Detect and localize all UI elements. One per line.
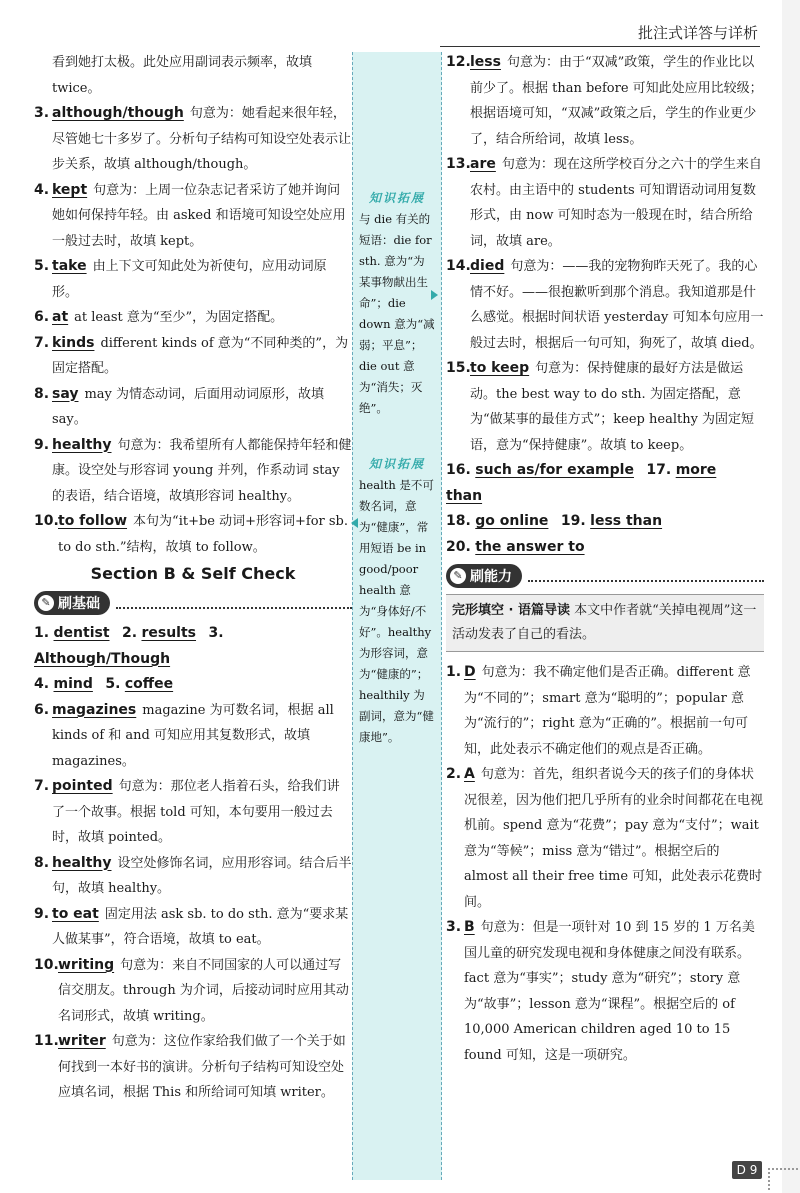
explanation: 句意为：由于“双减”政策，学生的作业比以前少了。根据 than before 可知此处应用比较级；根据语境可知，“双减”政策之后，学生的作业更少了，结合所给词，故填 less。 xyxy=(470,55,763,147)
answer-word: are xyxy=(470,156,496,172)
answer-item-7: 7. kinds different kinds of 意为“不同种类的”，为固定搭配。 xyxy=(34,334,349,376)
answer-row-1-3: 1. dentist 2. results 3. Although/Though xyxy=(34,625,224,667)
answer-item-b10: 10. writing 句意为：来自不同国家的人可以通过写信交朋友。through 为介词，后接动词时应用其动名词形式，故填 writing。 xyxy=(34,956,349,1024)
explanation: 设空处修饰名词，应用形容词。结合后半句，故填 healthy。 xyxy=(52,855,352,896)
answer-word: B xyxy=(464,919,475,935)
answer-word: healthy xyxy=(52,436,112,453)
answer-row-18-19: 18. go online 19. less than xyxy=(446,513,663,529)
answer-word: to eat xyxy=(52,905,99,922)
answer-word: kept xyxy=(52,181,88,198)
answer-item-b7: 7. pointed 句意为：那位老人指着石头，给我们讲了一个故事。根据 told 可知，本句要用一般过去时，故填 pointed。 xyxy=(34,778,340,845)
explanation: 句意为：首先，组织者说今天的孩子们的身体状况很差，因为他们把几乎所有的业余时间都花在电视机前。spend 意为“花费”；pay 意为“支付”；wait 意为“等候”；miss 意为“错过”。根据空后的 almost all their free time 可知，此处表示花费时间。 xyxy=(464,767,764,910)
badge-row-basic xyxy=(34,591,352,615)
answer-word: died xyxy=(470,258,505,274)
answer-item-4: 4. kept 句意为：上周一位杂志记者采访了她并询问她如何保持年轻。由 asked 和语境可知设空处应用一般过去时，故填 kept。 xyxy=(34,181,346,249)
answer-item-8: 8. say may 为情态动词，后面用动词原形，故填 say。 xyxy=(34,385,325,427)
answer-row-20: 20. the answer to xyxy=(446,538,585,555)
answer-word: to keep xyxy=(470,360,530,376)
explanation: 句意为：保持健康的最好方法是做运动。the best way to do sth. 为固定搭配，意为“做某事的最佳方式”；keep healthy 为固定短语，意为“保持健康”。故填 to keep。 xyxy=(470,361,755,453)
answer-item-10: 10. to follow 本句为“it+be 动词+形容词+for sb. to do sth.”结构，故填 to follow。 xyxy=(34,513,349,555)
explanation: 本句为“it+be 动词+形容词+for sb. to do sth.”结构，故填 to follow。 xyxy=(58,514,349,555)
arrow-left-icon xyxy=(351,518,358,528)
explanation: may 为情态动词，后面用动词原形，故填 say。 xyxy=(52,386,325,427)
explanation: 句意为：我希望所有人都能保持年轻和健康。设空处与形容词 young 并列，作系动词 stay 的表语，结合语境，故填形容词 healthy。 xyxy=(52,437,352,504)
badge-ability: ✎ 刷能力 xyxy=(446,564,522,588)
answer-word: at xyxy=(52,309,69,325)
explanation: magazine 为可数名词，根据 all kinds of 和 and 可知应用其复数形式，故填 magazines。 xyxy=(52,702,334,769)
answer-item-15: 15. to keep 句意为：保持健康的最好方法是做运动。the best way to do sth. 为固定搭配，意为“做某事的最佳方式”；keep healthy 为固定短语，意为“保持健康”。故填 to keep。 xyxy=(446,360,755,453)
answer-word: less xyxy=(470,54,501,70)
explanation: 句意为：我不确定他们是否正确。different 意为“不同的”；smart 意为“聪明的”；popular 意为“流行的”；right 意为“正确的”。根据前一句可知，此处表示不确定他们的观点是否正确。 xyxy=(464,665,751,757)
page-edge xyxy=(782,0,800,1193)
pencil-icon: ✎ xyxy=(450,568,466,584)
corner-dotted-mark xyxy=(768,1168,798,1190)
section-title: Section B & Self Check xyxy=(90,564,296,583)
answer-item-12: 12. less 句意为：由于“双减”政策，学生的作业比以前少了。根据 than before 可知此处应用比较级；根据语境可知，“双减”政策之后，学生的作业更少了，结合所给词，故填 less。 xyxy=(446,54,763,147)
answer-item-5: 5. take 由上下文可知此处为祈使句，应用动词原形。 xyxy=(34,258,327,300)
explanation: 句意为：这位作家给我们做了一个关于如何找到一本好书的演讲。分析句子结构可知设空处应填名词，根据 This 和所给词可知填 writer。 xyxy=(58,1034,346,1100)
answer-word: although/though xyxy=(52,105,184,121)
answer-word: D xyxy=(464,664,476,680)
guide-text: 本文中作者就“关掉电视周”这一活动发表了自己的看法。 xyxy=(452,603,757,642)
explanation: 固定用法 ask sb. to do sth. 意为“要求某人做某事”，符合语境，故填 to eat。 xyxy=(52,906,349,947)
explanation: at least 意为“至少”，为固定搭配。 xyxy=(74,310,284,325)
page-header xyxy=(0,0,800,48)
guide-label: 完形填空 · 语篇导读 xyxy=(452,603,570,618)
explanation: 句意为：她看起来很年轻，尽管她七十多岁了。分析句子结构可知设空处表示让步关系，故填 although/though。 xyxy=(52,106,352,172)
arrow-right-icon xyxy=(431,290,438,300)
note-title: 知识拓展 xyxy=(368,191,425,205)
answer-word: say xyxy=(52,385,79,402)
explanation: different kinds of 意为“不同种类的”，为固定搭配。 xyxy=(52,335,349,376)
explanation: 句意为：那位老人指着石头，给我们讲了一个故事。根据 told 可知，本句要用一般过去时，故填 pointed。 xyxy=(52,779,340,845)
notes-strip xyxy=(352,52,442,1180)
cloze-answer-2: 2. A 句意为：首先，组织者说今天的孩子们的身体状况很差，因为他们把几乎所有的业余时间都花在电视机前。spend 意为“花费”；pay 意为“支付”；wait 意为“等候”；miss 意为“错过”。根据空后的 almost all their free time 可知，此处表示花费时间。 xyxy=(446,766,764,910)
badge-basic: ✎ 刷基础 xyxy=(34,591,110,615)
answer-item-b9: 9. to eat 固定用法 ask sb. to do sth. 意为“要求某人做某事”，符合语境，故填 to eat。 xyxy=(34,905,349,947)
knowledge-note-1 xyxy=(359,188,435,419)
dotted-divider xyxy=(528,570,764,582)
answer-item-b8: 8. healthy 设空处修饰名词，应用形容词。结合后半句，故填 healthy。 xyxy=(34,854,352,896)
explanation: 句意为：现在这所学校百分之六十的学生来自农村。由主语中的 students 可知谓语动词用复数形式，由 now 可知时态为一般现在时，结合所给词，故填 are。 xyxy=(470,157,762,249)
answer-item-14: 14. died 句意为：——我的宠物狗昨天死了。我的心情不好。——很抱歉听到那个消息。我知道那是什么感觉。根据时间状语 yesterday 可知本句应用一般过去时，根据后一句可知，狗死了，故填 died。 xyxy=(446,258,764,351)
dotted-divider xyxy=(116,597,352,609)
answer-word: take xyxy=(52,258,87,274)
answer-word: kinds xyxy=(52,334,95,351)
page-number: D 9 xyxy=(732,1161,762,1179)
explanation: 句意为：但是一项针对 10 到 15 岁的 1 万名美国儿童的研究发现电视和身体健康之间没有联系。fact 意为“事实”；study 意为“研究”；story 意为“故事”；lesson 意为“课程”。根据空后的 of 10,000 American children aged 10 to 15 found 可知，这是一项研究。 xyxy=(464,920,755,1063)
explanation: 句意为：来自不同国家的人可以通过写信交朋友。through 为介词，后接动词时应用其动名词形式，故填 writing。 xyxy=(58,957,349,1024)
cloze-answer-1: 1. D 句意为：我不确定他们是否正确。different 意为“不同的”；smart 意为“聪明的”；popular 意为“流行的”；right 意为“正确的”。根据前一句可知，此处表示不确定他们的观点是否正确。 xyxy=(446,664,751,757)
explanation: 由上下文可知此处为祈使句，应用动词原形。 xyxy=(52,259,327,300)
badge-row-ability xyxy=(446,564,764,588)
answer-word: to follow xyxy=(58,513,128,529)
answer-word: writing xyxy=(58,956,115,973)
answer-item-6: 6. at at least 意为“至少”，为固定搭配。 xyxy=(34,309,284,325)
answer-word: writer xyxy=(58,1033,106,1049)
answer-word: pointed xyxy=(52,778,113,794)
answer-word: A xyxy=(464,766,475,782)
answer-item-3: 3. although/though 句意为：她看起来很年轻，尽管她七十多岁了。分析句子结构可知设空处表示让步关系，故填 although/though。 xyxy=(34,105,352,172)
answer-word: magazines xyxy=(52,701,137,718)
answer-item-9: 9. healthy 句意为：我希望所有人都能保持年轻和健康。设空处与形容词 young 并列，作系动词 stay 的表语，结合语境，故填形容词 healthy。 xyxy=(34,436,352,504)
header-rule xyxy=(440,46,760,47)
explanation: 句意为：——我的宠物狗昨天死了。我的心情不好。——很抱歉听到那个消息。我知道那是什么感觉。根据时间状语 yesterday 可知本句应用一般过去时，根据后一句可知，狗死了，故填 died。 xyxy=(470,259,764,351)
answer-item-b11: 11. writer 句意为：这位作家给我们做了一个关于如何找到一本好书的演讲。分析句子结构可知设空处应填名词，根据 This 和所给词可知填 writer。 xyxy=(34,1033,346,1100)
intro-text: 看到她打太极。此处应用副词表示频率，故填 twice。 xyxy=(52,55,313,96)
explanation: 句意为：上周一位杂志记者采访了她并询问她如何保持年轻。由 asked 和语境可知设空处应用一般过去时，故填 kept。 xyxy=(52,182,346,249)
pencil-icon: ✎ xyxy=(38,595,54,611)
note-title: 知识拓展 xyxy=(368,457,425,471)
answer-word: healthy xyxy=(52,854,112,871)
note-text: health 是不可数名词，意为“健康”，常用短语 be in good/poor health 意为“身体好/不好”。healthy 为形容词，意为“健康的”；healthily 为副词，意为“健康地”。 xyxy=(359,478,434,744)
right-column xyxy=(446,50,764,1068)
knowledge-note-2 xyxy=(359,454,435,748)
note-text: 与 die 有关的短语：die for sth. 意为“为某事物献出生命”；die down 意为“减弱；平息”；die out 意为“消失；灭绝”。 xyxy=(359,212,435,415)
answer-item-13: 13. are 句意为：现在这所学校百分之六十的学生来自农村。由主语中的 students 可知谓语动词用复数形式，由 now 可知时态为一般现在时，结合所给词，故填 are。 xyxy=(446,156,762,249)
cloze-answer-3: 3. B 句意为：但是一项针对 10 到 15 岁的 1 万名美国儿童的研究发现电视和身体健康之间没有联系。fact 意为“事实”；study 意为“研究”；story 意为“故事”；lesson 意为“课程”。根据空后的 of 10,000 American children aged 10 to 15 found 可知，这是一项研究。 xyxy=(446,919,755,1063)
reading-guide xyxy=(446,594,764,652)
left-column xyxy=(34,50,352,1106)
answer-row-16-17: 16. such as/for example 17. more than xyxy=(446,462,717,504)
answer-item-b6: 6. magazines magazine 为可数名词，根据 all kinds of 和 and 可知应用其复数形式，故填 magazines。 xyxy=(34,701,334,769)
header-title: 批注式详答与详析 xyxy=(637,24,758,42)
answer-row-4-5: 4. mind 5. coffee xyxy=(34,676,174,692)
